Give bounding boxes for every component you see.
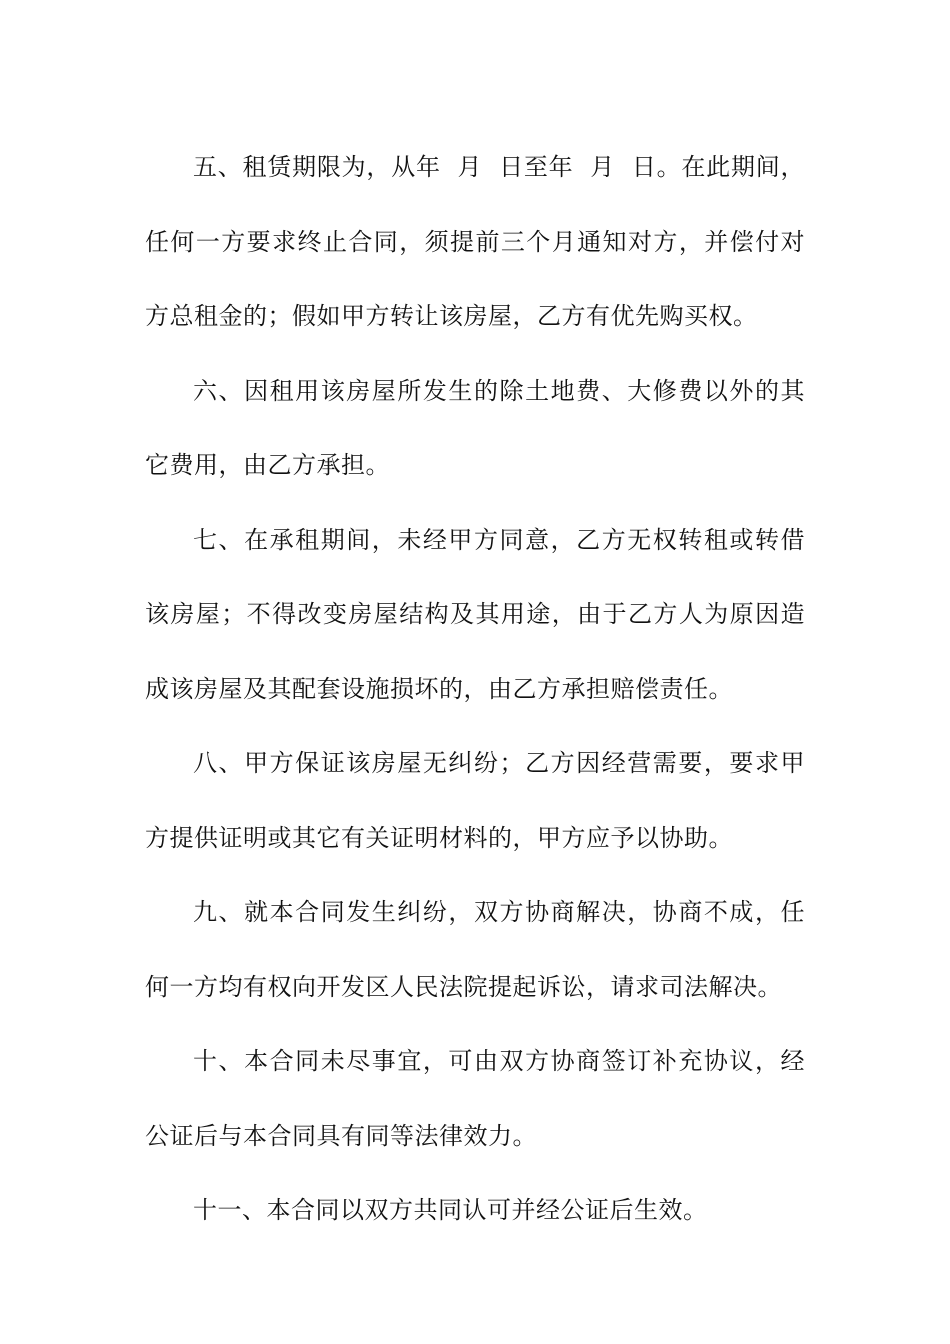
clause-9: 九、就本合同发生纠纷，双方协商解决，协商不成，任何一方均有权向开发区人民法院提起诉讼，请求司法解决。	[145, 898, 805, 1001]
clause-10: 十、本合同未尽事宜，可由双方协商签订补充协议，经公证后与本合同具有同等法律效力。	[145, 1047, 805, 1150]
clause-5: 五、租赁期限为，从年 月 日至年 月 日。在此期间，任何一方要求终止合同，须提前三个月通知对方，并偿付对方总租金的；假如甲方转让该房屋，乙方有优先购买权。	[145, 153, 805, 330]
clause-8: 八、甲方保证该房屋无纠纷；乙方因经营需要，要求甲方提供证明或其它有关证明材料的，甲方应予以协助。	[145, 749, 805, 852]
clause-6: 六、因租用该房屋所发生的除土地费、大修费以外的其它费用，由乙方承担。	[145, 376, 805, 479]
document-body	[145, 130, 805, 1248]
clause-7: 七、在承租期间，未经甲方同意，乙方无权转租或转借该房屋；不得改变房屋结构及其用途，由于乙方人为原因造成该房屋及其配套设施损坏的，由乙方承担赔偿责任。	[145, 525, 805, 703]
clause-11: 十一、本合同以双方共同认可并经公证后生效。	[193, 1196, 708, 1224]
